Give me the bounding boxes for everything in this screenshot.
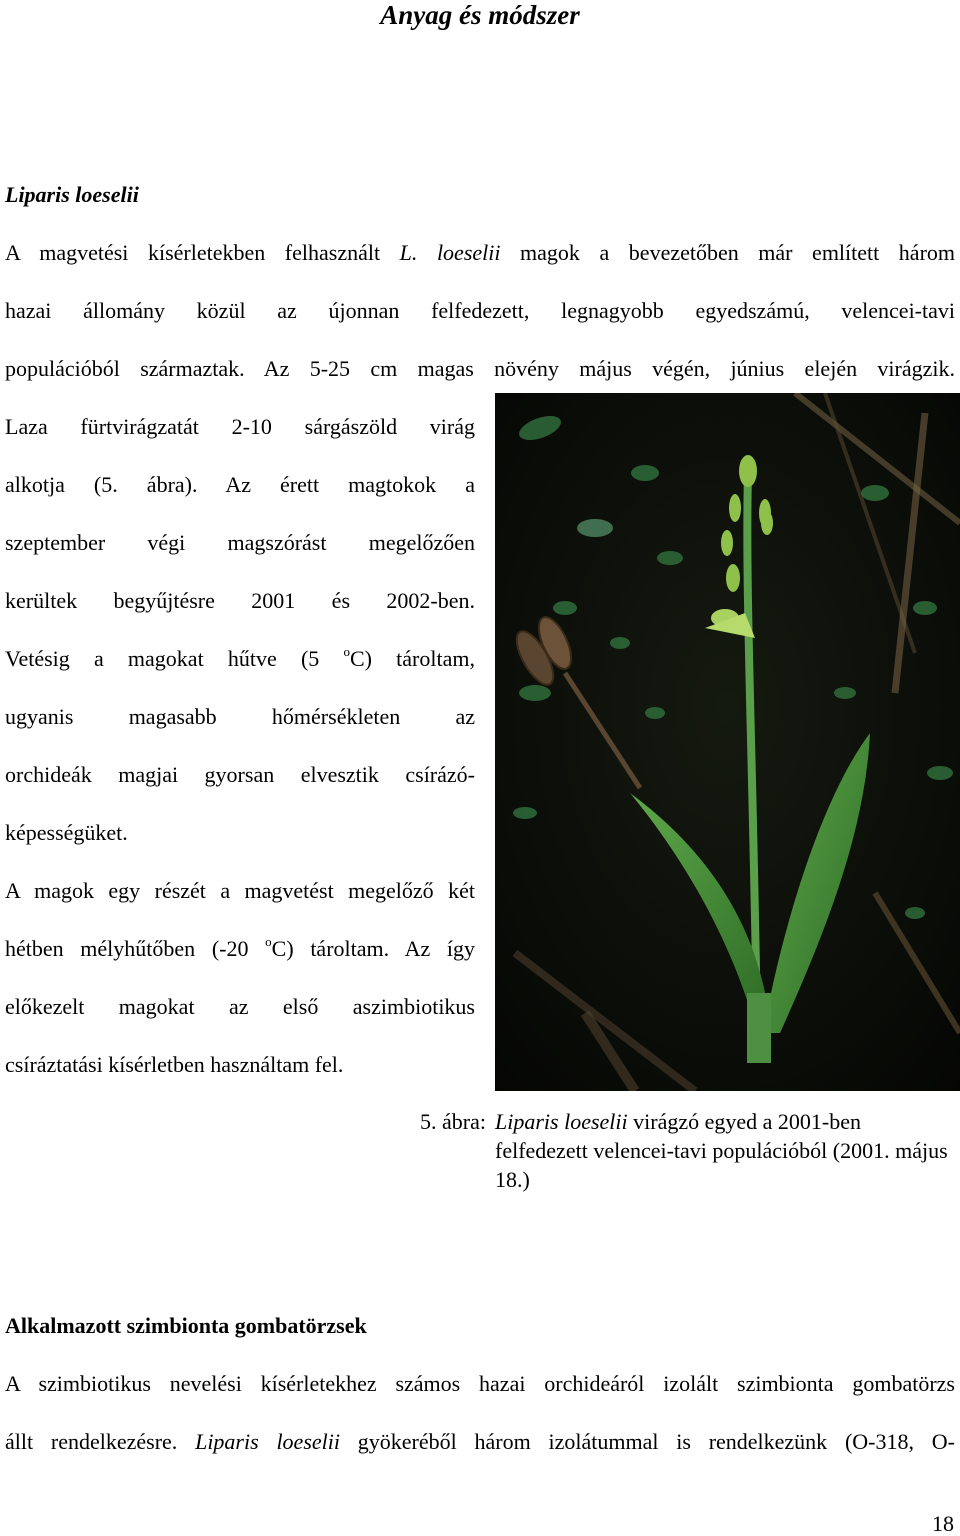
text-run: A magvetési kísérletekben felhasznált <box>5 240 400 265</box>
paragraph-line: ugyanis magasabb hőmérsékleten az <box>5 704 475 729</box>
paragraph-line: előkezelt magokat az első aszimbiotikus <box>5 994 475 1019</box>
paragraph-line: A magok egy részét a magvetést megelőző két <box>5 878 475 903</box>
figure-label: 5. ábra: <box>420 1109 486 1134</box>
species-name: L. loeselii <box>399 240 501 265</box>
paragraph-line <box>5 239 955 267</box>
text-run: magok a bevezetőben már említett három <box>500 240 956 265</box>
text-run: Vetésig a magokat hűtve (5 <box>5 646 344 671</box>
paragraph-line: alkotja (5. ábra). Az érett magtokok a <box>5 472 475 497</box>
text-run: gyökeréből három izolátummal is rendelkezünk (O-318, O- <box>339 1429 955 1454</box>
paragraph-line: hazai állomány közül az újonnan felfedezett, legnagyobb egyedszámú, velencei-tavi <box>5 298 955 323</box>
degree-superscript: o <box>343 644 350 659</box>
text-run: C) tároltam. Az így <box>271 936 475 961</box>
figure-caption-text <box>495 1107 950 1194</box>
paragraph-line: orchideák magjai gyorsan elvesztik csírázó- <box>5 762 475 787</box>
paragraph-line: kerültek begyűjtésre 2001 és 2002-ben. <box>5 588 475 613</box>
degree-superscript: o <box>265 934 272 949</box>
paragraph-line: A szimbiotikus nevelési kísérletekhez számos hazai orchideáról izolált szimbionta gombatörzs <box>5 1371 955 1396</box>
species-name: Liparis loeselii <box>195 1429 340 1454</box>
section-heading-fungi: Alkalmazott szimbionta gombatörzsek <box>5 1313 367 1338</box>
paragraph-line: Laza fürtvirágzatát 2-10 sárgászöld virág <box>5 414 475 439</box>
paragraph-line <box>5 645 475 673</box>
orchid-photo <box>495 393 960 1091</box>
paragraph-line: populációból származtak. Az 5-25 cm magas növény május végén, június elején virágzik. <box>5 356 955 381</box>
text-run: hétben mélyhűtőben (-20 <box>5 936 266 961</box>
paragraph-line <box>5 935 475 963</box>
page-number: 18 <box>932 1511 954 1536</box>
paragraph-line: szeptember végi magszórást megelőzően <box>5 530 475 555</box>
orchid-illustration <box>495 393 960 1091</box>
paragraph-line: képességüket. <box>5 820 128 845</box>
paragraph-line: csíráztatási kísérletben használtam fel. <box>5 1052 344 1077</box>
section-heading-liparis: Liparis loeselii <box>5 182 139 207</box>
species-name: Liparis loeselii <box>495 1109 628 1134</box>
paragraph-line <box>5 1428 955 1456</box>
page-title: Anyag és módszer <box>380 0 580 30</box>
text-run: virágzó egyed a 2001-ben felfedezett velencei-tavi populációból (2001. május 18.) <box>495 1109 948 1192</box>
text-run: C) tároltam, <box>349 646 475 671</box>
text-run: állt rendelkezésre. <box>5 1429 196 1454</box>
